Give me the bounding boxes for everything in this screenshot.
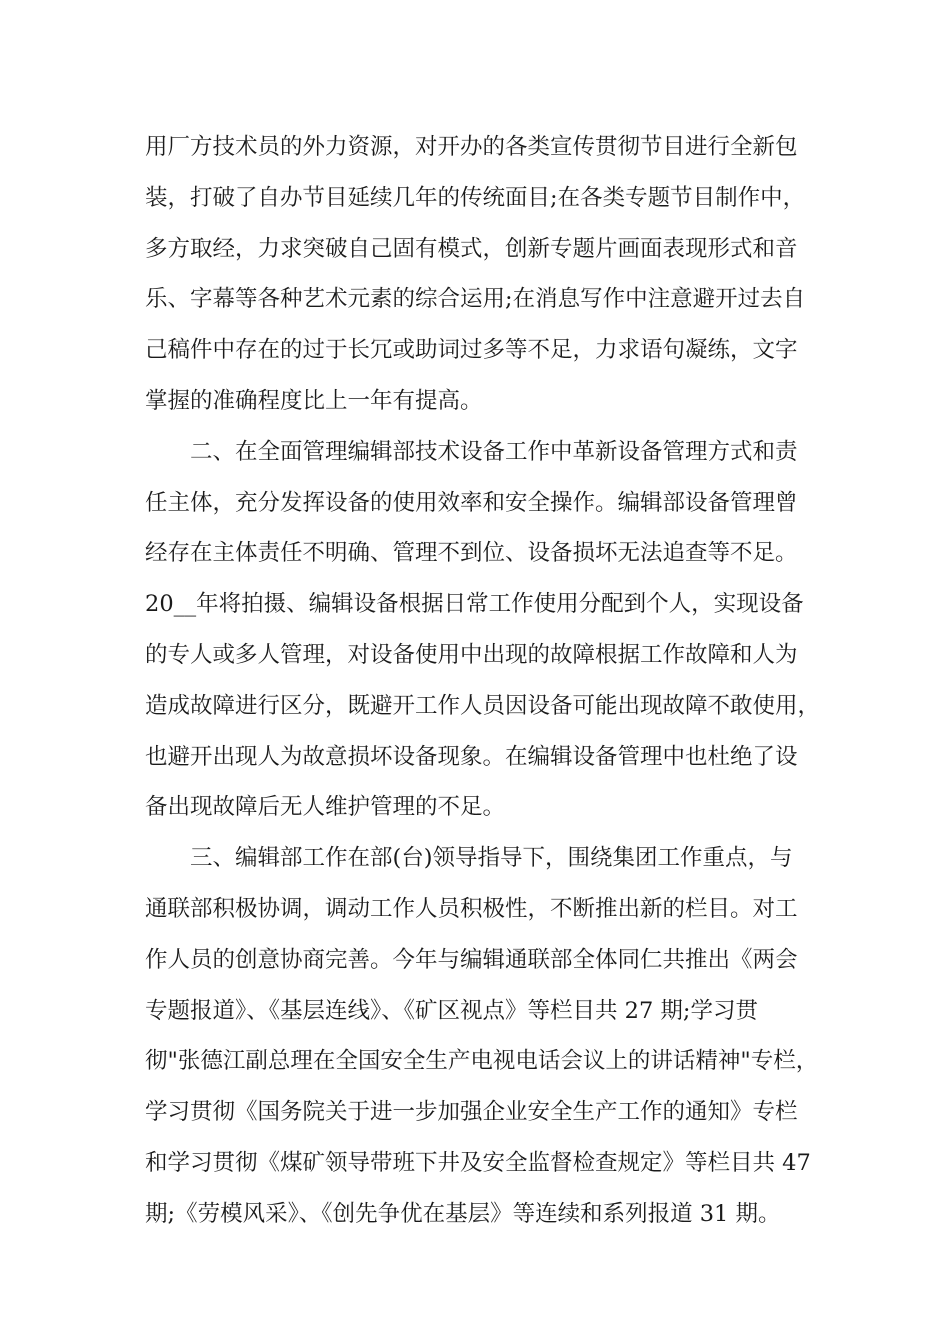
text-line: 乐、字幕等各种艺术元素的综合运用;在消息写作中注意避开过去自 [145, 286, 806, 313]
text-line: 作人员的创意协商完善。今年与编辑通联部全体同仁共推出《两会 [145, 946, 798, 973]
text-line: 期;《劳模风采》、《创先争优在基层》等连续和系列报道 31 期。 [145, 1200, 781, 1227]
text-line: 20__年将拍摄、编辑设备根据日常工作使用分配到个人，实现设备 [145, 591, 804, 618]
body-text [145, 122, 821, 1240]
text-line: 造成故障进行区分，既避开工作人员因设备可能出现故障不敢使用， [145, 692, 821, 719]
text-line: 用厂方技术员的外力资源，对开办的各类宣传贯彻节目进行全新包 [145, 134, 798, 160]
text-line: 多方取经，力求突破自己固有模式，创新专题片画面表现形式和音 [145, 235, 798, 262]
text-line: 彻"张德江副总理在全国安全生产电视电话会议上的讲话精神"专栏， [145, 1048, 819, 1075]
text-line: 任主体，充分发挥设备的使用效率和安全操作。编辑部设备管理曾 [145, 489, 798, 516]
text-line: 和学习贯彻《煤矿领导带班下井及安全监督检查规定》等栏目共 47 [145, 1149, 811, 1176]
text-line: 经存在主体责任不明确、管理不到位、设备损坏无法追查等不足。 [145, 540, 798, 567]
text-line: 备出现故障后无人维护管理的不足。 [145, 794, 506, 821]
text-line: 装，打破了自办节目延续几年的传统面目;在各类专题节目制作中， [145, 184, 806, 211]
text-line: 学习贯彻《国务院关于进一步加强企业安全生产工作的通知》专栏 [145, 1099, 798, 1126]
paragraph-start-line: 三、编辑部工作在部(台)领导指导下，围绕集团工作重点，与 [190, 845, 793, 872]
text-line: 掌握的准确程度比上一年有提高。 [145, 387, 483, 414]
text-line: 己稿件中存在的过于长冗或助词过多等不足，力求语句凝练，文字 [145, 337, 798, 364]
text-line: 通联部积极协调，调动工作人员积极性，不断推出新的栏目。对工 [145, 895, 798, 922]
paragraph-start-line: 二、在全面管理编辑部技术设备工作中革新设备管理方式和责 [190, 438, 798, 465]
text-line: 的专人或多人管理，对设备使用中出现的故障根据工作故障和人为 [145, 641, 798, 668]
text-line: 专题报道》、《基层连线》、《矿区视点》等栏目共 27 期;学习贯 [145, 997, 759, 1024]
text-line: 也避开出现人为故意损坏设备现象。在编辑设备管理中也杜绝了设 [145, 743, 798, 770]
